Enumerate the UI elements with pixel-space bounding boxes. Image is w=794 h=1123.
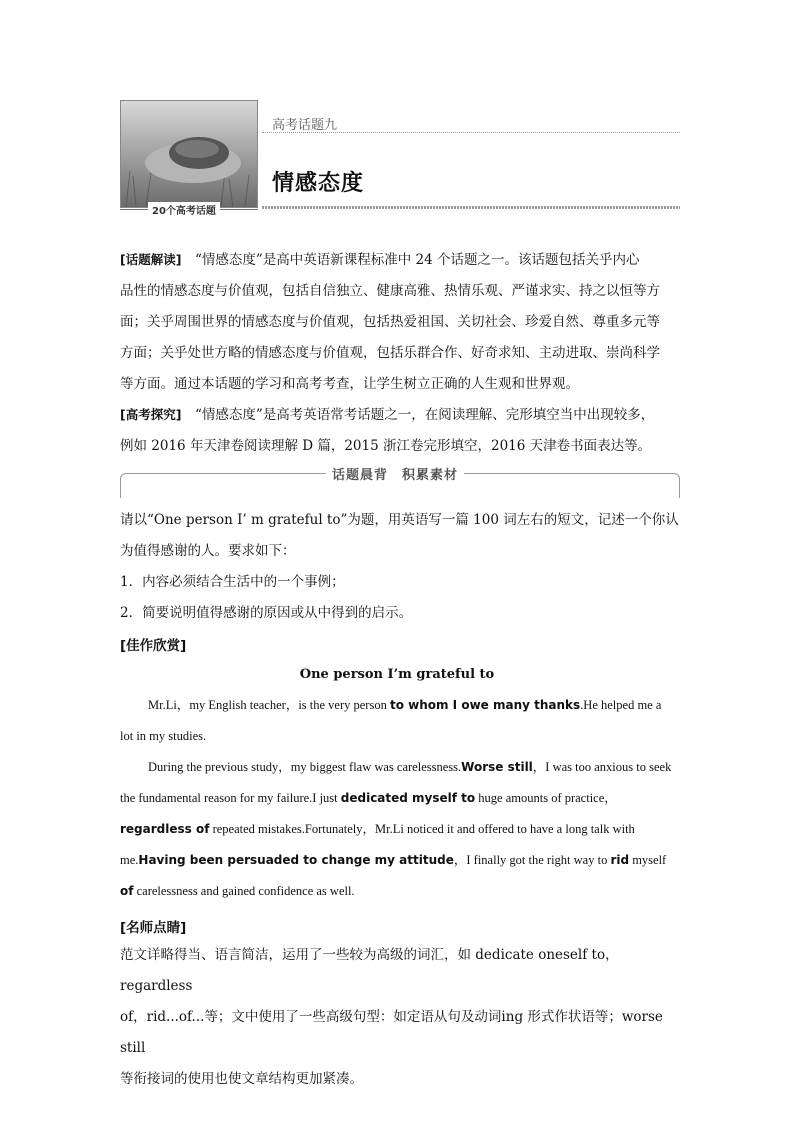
- interpret-line-3: 面；关乎周围世界的情感态度与价值观，包括热爱祖国、关切社会、珍爱自然、尊重多元等: [120, 314, 660, 330]
- essay-text: ，I was too anxious to seek the fundamental reason for my failure.I just: [120, 760, 672, 805]
- essay-text: repeated mistakes.Fortunately，Mr.Li noticed it and offered to have a long talk with me.: [120, 822, 635, 867]
- series-badge: 20个高考话题: [148, 202, 220, 217]
- model-essay-label: [佳作欣赏]: [120, 638, 187, 654]
- comment-line-2: of，rid...of...等；文中使用了一些高级句型：如定语从句及动词ing 形式作状语等；worse still: [120, 1009, 663, 1056]
- essay-text: carelessness and gained confidence as well.: [133, 884, 355, 898]
- essay-text: .He helped me a lot in my studies.: [120, 698, 662, 743]
- explore-line-2: 例如 2016 年天津卷阅读理解 D 篇，2015 浙江卷完形填空，2016 天津卷书面表达等。: [120, 438, 652, 454]
- essay-text: Mr.Li，my English teacher，is the very person: [148, 698, 390, 712]
- page-title: 情感态度: [272, 171, 365, 196]
- essay-text: myself: [629, 853, 667, 867]
- section-banner-title: 话题晨背 积累素材: [326, 464, 464, 483]
- essay-highlight: of: [120, 884, 134, 898]
- explore-label: [高考探究]: [120, 407, 182, 422]
- essay-paragraph-1: [120, 690, 676, 752]
- essay-text: huge amounts of practice，: [475, 791, 617, 805]
- topic-photo: [120, 100, 258, 208]
- essay-highlight: Worse still: [461, 760, 533, 774]
- essay-text: ，I finally got the right way to: [453, 853, 611, 867]
- task-line-2: 为值得感谢的人。要求如下：: [120, 543, 296, 559]
- comment-line-3: 等衔接词的使用也使文章结构更加紧凑。: [120, 1071, 363, 1087]
- explore-line-1: “情感态度”是高考英语常考话题之一，在阅读理解、完形填空当中出现较多，: [194, 407, 655, 423]
- essay-highlight: regardless of: [120, 822, 210, 836]
- essay-highlight: Having been persuaded to change my attitude: [138, 853, 454, 867]
- topic-number-label: 高考话题九: [272, 118, 338, 133]
- exam-exploration: [120, 399, 680, 462]
- essay-text: During the previous study，my biggest flaw was carelessness.: [148, 760, 462, 774]
- essay-highlight: dedicated myself to: [340, 791, 476, 805]
- header-divider: [262, 132, 680, 133]
- comment-line-1: 范文详略得当、语言简洁，运用了一些较为高级的词汇，如 dedicate oneself to，regardless: [120, 947, 619, 994]
- teacher-comment: [120, 940, 680, 1095]
- interpret-line-1: “情感态度”是高中英语新课程标准中 24 个话题之一。该话题包括关乎内心: [194, 252, 640, 268]
- task-requirement-2: 2．简要说明值得感谢的原因或从中得到的启示。: [120, 605, 413, 621]
- task-requirement-1: 1．内容必须结合生活中的一个事例；: [120, 574, 345, 590]
- essay-highlight: to whom I owe many thanks: [389, 698, 581, 712]
- topic-interpretation: [120, 244, 680, 400]
- essay-highlight: rid: [610, 853, 630, 867]
- interpret-line-2: 品性的情感态度与价值观，包括自信独立、健康高雅、热情乐观、严谨求实、持之以恒等方: [120, 283, 660, 299]
- essay-paragraph-2: [120, 752, 676, 907]
- interpret-label: [话题解读]: [120, 252, 182, 267]
- title-underline: [262, 206, 680, 209]
- essay-title: One person I’m grateful to: [299, 667, 495, 682]
- writing-task: [120, 505, 680, 629]
- task-line-1: 请以“One person I’ m grateful to”为题，用英语写一篇 100 词左右的短文，记述一个你认: [120, 512, 679, 528]
- interpret-line-4: 方面；关乎处世方略的情感态度与价值观，包括乐群合作、好奇求知、主动进取、崇尚科学: [120, 345, 660, 361]
- teacher-comment-label: [名师点睛]: [120, 920, 187, 936]
- interpret-line-5: 等方面。通过本话题的学习和高考考查，让学生树立正确的人生观和世界观。: [120, 376, 579, 392]
